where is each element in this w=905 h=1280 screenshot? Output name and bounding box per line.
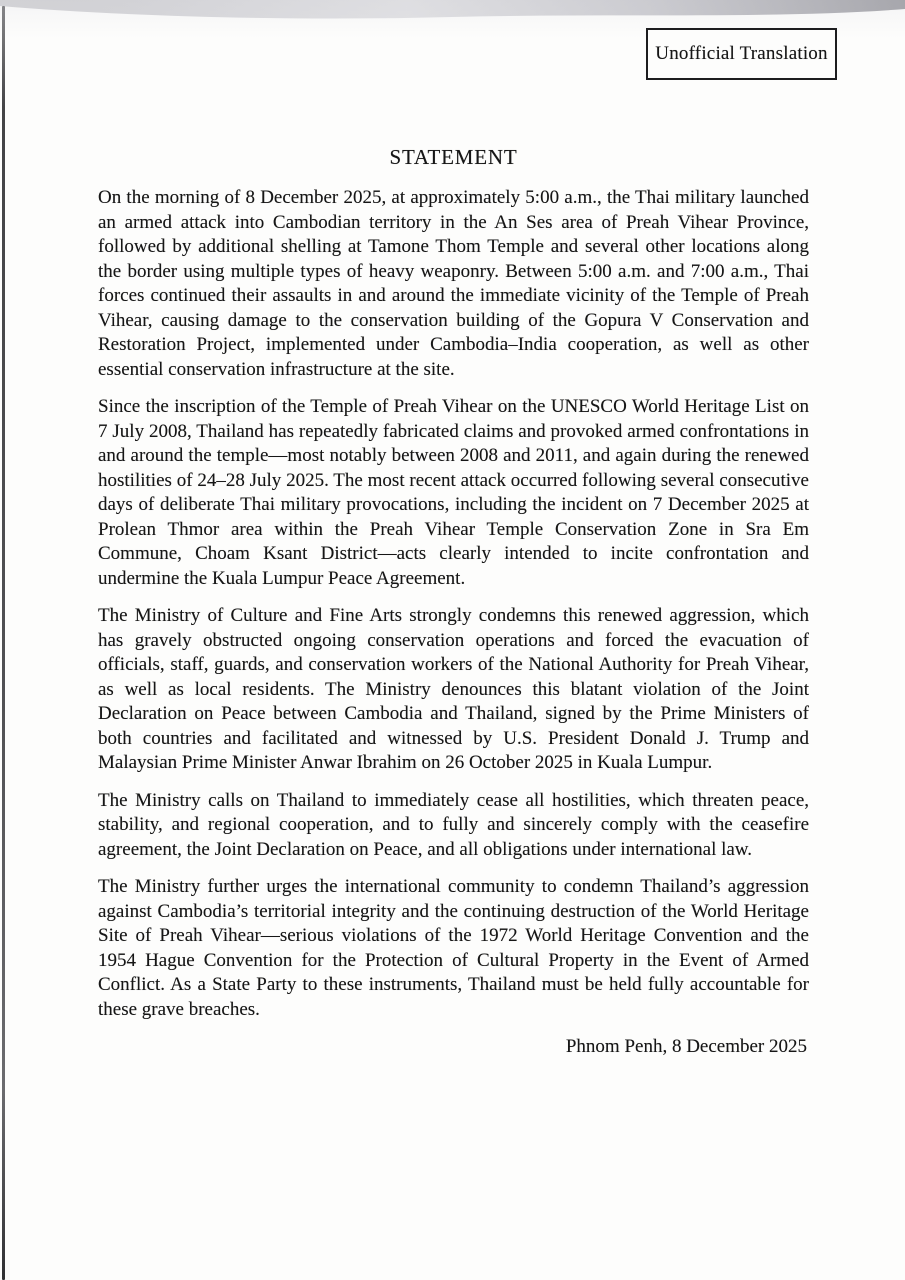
statement-paragraph-4: The Ministry calls on Thailand to immediately cease all hostilities, which threaten peace, stability, and regional cooperation, and to fully and sincerely comply with the ceasefire agreement, the Joint Declaration on Peace, and all obligations under international law. [98,789,809,860]
scan-edge-left-line [2,6,5,1280]
statement-paragraph-3: The Ministry of Culture and Fine Arts strongly condemns this renewed aggression, which has gravely obstructed ongoing conservation operations and forced the evacuation of officials, staff, guards, and conservation workers of the National Authority for Preah Vihear, as well as local residents. The Ministry denounces this blatant violation of the Joint Declaration on Peace between Cambodia and Thailand, signed by the Prime Ministers of both countries and facilitated and witnessed by U.S. President Donald J. Trump and Malaysian Prime Minister Anwar Ibrahim on 26 October 2025 in Kuala Lumpur. [98,605,809,773]
unofficial-translation-stamp [646,28,837,80]
statement-paragraph-5: The Ministry further urges the international community to condemn Thailand’s aggression against Cambodia’s territorial integrity and the continuing destruction of the World Heritage Site of Preah Vihear—serious violations of the 1972 World Heritage Convention and the 1954 Hague Convention for the Protection of Cultural Property in the Event of Armed Conflict. As a State Party to these instruments, Thailand must be held fully accountable for these grave breaches. [98,876,809,1020]
unofficial-translation-label: Unofficial Translation [655,43,828,64]
statement-content [98,145,809,1060]
statement-paragraph-1: On the morning of 8 December 2025, at approximately 5:00 a.m., the Thai military launched an armed attack into Cambodian territory in the An Ses area of Preah Vihear Province, followed by additional shelling at Tamone Thom Temple and several other locations along the border using multiple types of heavy weaponry. Between 5:00 a.m. and 7:00 a.m., Thai forces continued their assaults in and around the immediate vicinity of the Temple of Preah Vihear, causing damage to the conservation building of the Gopura V Conservation and Restoration Project, implemented under Cambodia–India cooperation, as well as other essential conservation infrastructure at the site. [98,187,809,380]
statement-paragraph-2: Since the inscription of the Temple of Preah Vihear on the UNESCO World Heritage List on 7 July 2008, Thailand has repeatedly fabricated claims and provoked armed confrontations in and around the temple—most notably between 2008 and 2011, and again during the renewed hostilities of 24–28 July 2025. The most recent attack occurred following several consecutive days of deliberate Thai military provocations, including the incident on 7 December 2025 at Prolean Thmor area within the Preah Vihear Temple Conservation Zone in Sra Em Commune, Choam Ksant District—acts clearly intended to incite confrontation and undermine the Kuala Lumpur Peace Agreement. [98,396,809,589]
scan-edge-top-shadow [0,0,905,26]
signoff-dateline: Phnom Penh, 8 December 2025 [565,1036,807,1057]
statement-title: STATEMENT [389,145,518,169]
